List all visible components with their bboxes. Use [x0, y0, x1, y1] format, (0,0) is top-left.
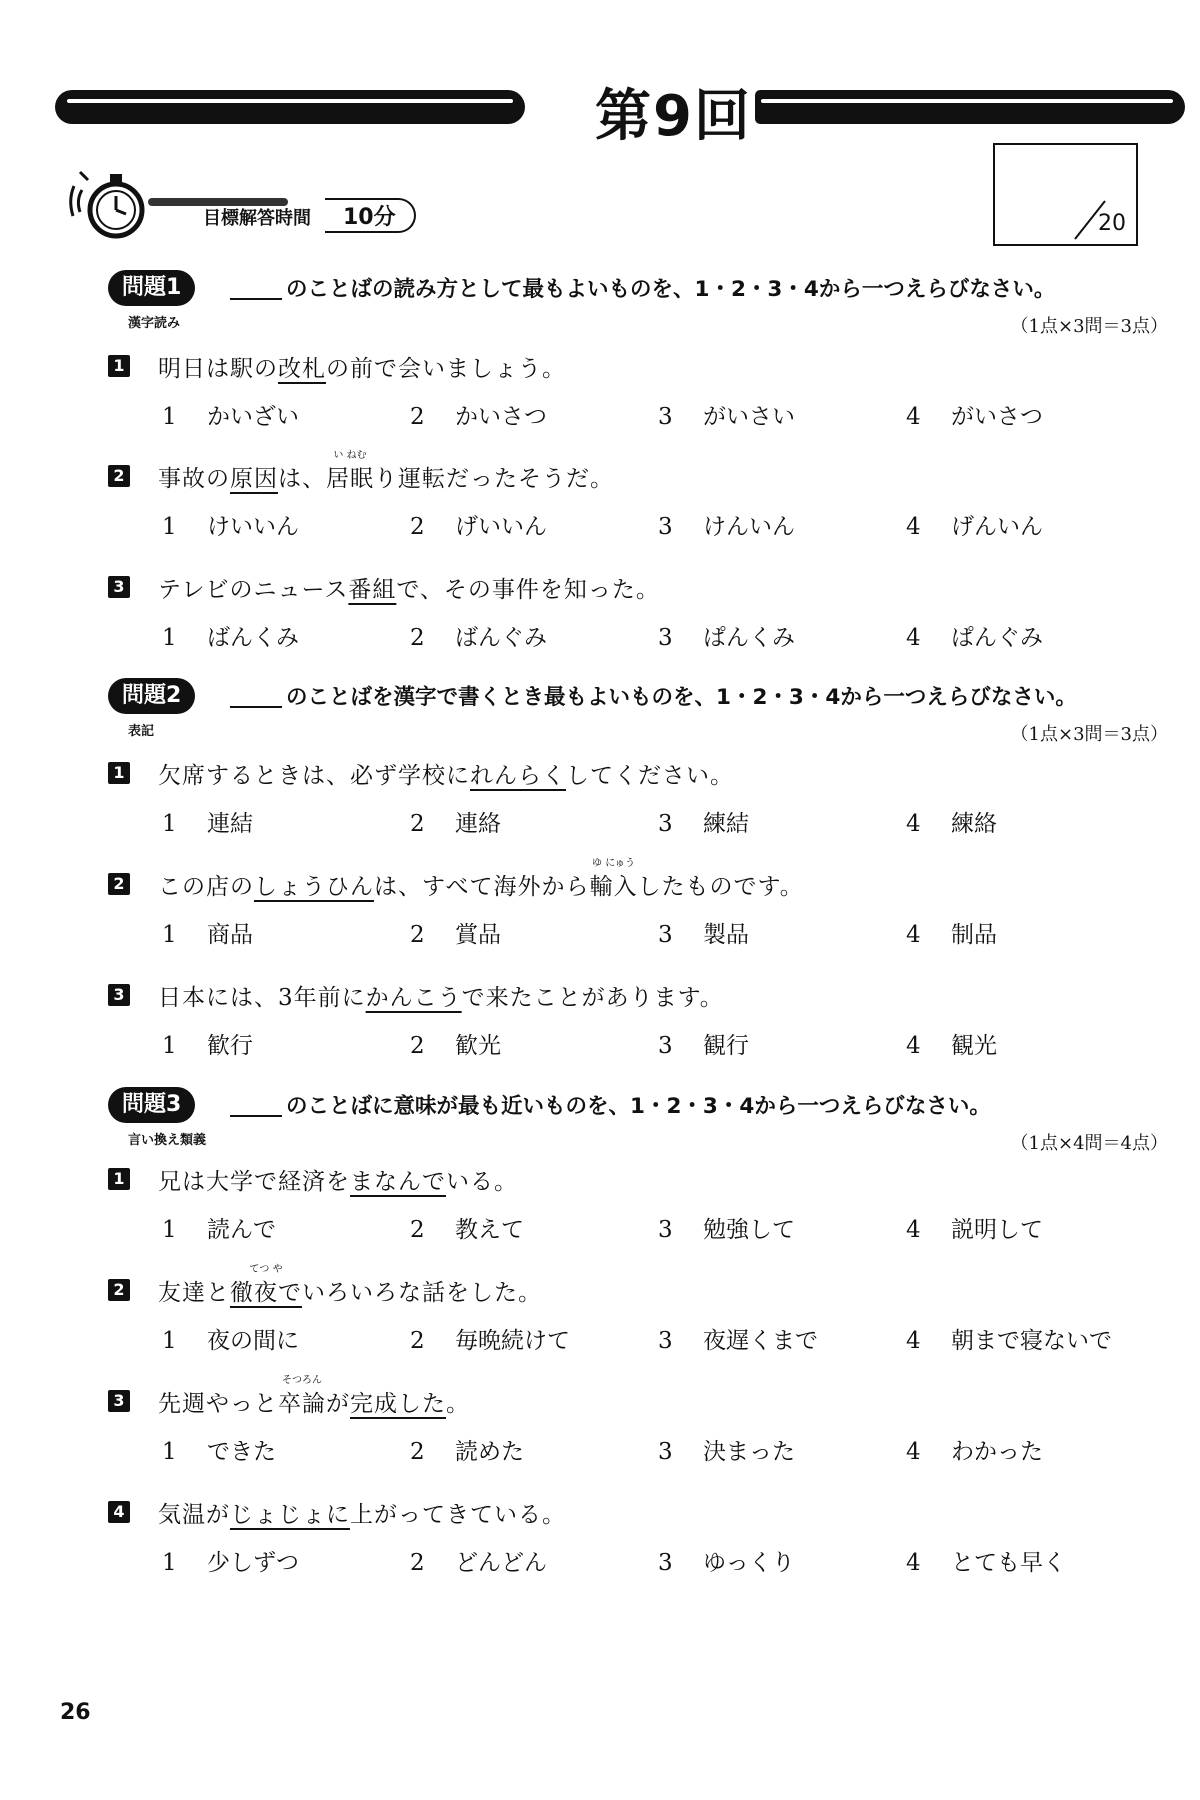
banner-bar-right: [755, 90, 1185, 124]
option-2[interactable]: 2 歓光: [410, 1033, 501, 1059]
question-number: 3: [108, 576, 130, 598]
furigana-word: ゆ にゅう 輸入: [590, 868, 638, 901]
option-1[interactable]: 1 少しずつ: [162, 1550, 299, 1576]
question-number: 1: [108, 1168, 130, 1190]
target-word: じょじょに: [230, 1502, 350, 1528]
problem-3-subtitle: 言い換え類義: [128, 1133, 207, 1148]
option-4[interactable]: 4 ぱんぐみ: [906, 625, 1043, 651]
option-1[interactable]: 1 読んで: [162, 1217, 276, 1243]
question-number: 2: [108, 873, 130, 895]
question-number: 4: [108, 1501, 130, 1523]
option-3[interactable]: 3 けんいん: [658, 514, 795, 540]
problem-2-instruction: のことばを漢字で書くとき最もよいものを、1・2・3・4から一つえらびなさい。: [286, 685, 1077, 710]
option-3[interactable]: 3 製品: [658, 922, 749, 948]
option-4[interactable]: 4 観光: [906, 1033, 997, 1059]
furigana: そつろん: [282, 1375, 322, 1386]
option-2[interactable]: 2 どんどん: [410, 1550, 547, 1576]
question-2-2: [108, 858, 1168, 968]
target-word: てつ や 徹夜で: [230, 1274, 302, 1307]
option-2[interactable]: 2 げいいん: [410, 514, 547, 540]
question-number: 1: [108, 355, 130, 377]
timer-value: 10分: [325, 198, 416, 233]
question-text: 気温がじょじょに上がってきている。: [158, 1502, 566, 1528]
question-number: 2: [108, 465, 130, 487]
problem-2-points: （1点×3問＝3点）: [1010, 724, 1168, 745]
option-3[interactable]: 3 決まった: [658, 1439, 795, 1465]
problem-1-badge: 問題1: [108, 270, 195, 306]
problem-3-header: [108, 1087, 1168, 1153]
option-3[interactable]: 3 ぱんくみ: [658, 625, 795, 651]
target-word: 改札: [278, 356, 326, 382]
option-2[interactable]: 2 ばんぐみ: [410, 625, 547, 651]
question-2-3: [108, 979, 1168, 1079]
banner-bar-left: [55, 90, 525, 124]
score-total: 20: [1098, 211, 1126, 236]
question-1-2: [108, 450, 1168, 560]
option-2[interactable]: 2 かいさつ: [410, 404, 547, 430]
option-3[interactable]: 3 がいさい: [658, 404, 795, 430]
option-3[interactable]: 3 勉強して: [658, 1217, 795, 1243]
option-2[interactable]: 2 毎晩続けて: [410, 1328, 570, 1354]
furigana-word: そつろん 卒論: [278, 1385, 326, 1418]
option-1[interactable]: 1 けいいん: [162, 514, 299, 540]
problem-1-subtitle: 漢字読み: [128, 316, 181, 331]
option-1[interactable]: 1 連結: [162, 811, 253, 837]
option-1[interactable]: 1 商品: [162, 922, 253, 948]
title-banner: [55, 72, 1185, 149]
option-1[interactable]: 1 できた: [162, 1439, 276, 1465]
option-3[interactable]: 3 ゆっくり: [658, 1550, 795, 1576]
question-text: 事故の原因は、 い ねむ 居眠り運転だったそうだ。: [158, 460, 614, 493]
question-3-4: [108, 1496, 1168, 1596]
furigana: い ねむ: [333, 450, 367, 461]
question-text: 先週やっと そつろん 卒論が完成した。: [158, 1385, 470, 1418]
option-3[interactable]: 3 練結: [658, 811, 749, 837]
blank-line: [230, 706, 282, 708]
problem-1-instruction: のことばの読み方として最もよいものを、1・2・3・4から一つえらびなさい。: [286, 277, 1056, 302]
target-word: 番組: [348, 577, 397, 603]
problem-3-points: （1点×4問＝4点）: [1010, 1133, 1168, 1154]
option-3[interactable]: 3 観行: [658, 1033, 749, 1059]
option-2[interactable]: 2 賞品: [410, 922, 501, 948]
question-3-2: [108, 1264, 1168, 1374]
question-number: 2: [108, 1279, 130, 1301]
target-word: れんらく: [470, 763, 566, 789]
option-2[interactable]: 2 連絡: [410, 811, 501, 837]
timer-label: 目標解答時間: [203, 208, 311, 229]
problem-2-badge: 問題2: [108, 678, 195, 714]
question-text: 日本には、3年前にかんこうで来たことがあります。: [158, 985, 724, 1011]
furigana-word: い ねむ 居眠: [326, 460, 374, 493]
problem-2-header: [108, 678, 1168, 744]
option-4[interactable]: 4 とても早く: [906, 1550, 1066, 1576]
problem-3-instruction: のことばに意味が最も近いものを、1・2・3・4から一つえらびなさい。: [286, 1094, 991, 1119]
option-4[interactable]: 4 説明して: [906, 1217, 1043, 1243]
option-4[interactable]: 4 がいさつ: [906, 404, 1043, 430]
question-1-3: [108, 571, 1168, 671]
question-text: 欠席するときは、必ず学校にれんらくしてください。: [158, 763, 734, 789]
problem-2-subtitle: 表記: [128, 724, 155, 739]
target-word: しょうひん: [254, 874, 374, 900]
question-text: テレビのニュース番組で、その事件を知った。: [158, 577, 660, 603]
question-3-1: [108, 1163, 1168, 1263]
question-1-1: [108, 350, 1168, 450]
problem-1-points: （1点×3問＝3点）: [1010, 316, 1168, 337]
target-word: 原因: [230, 466, 278, 492]
option-4[interactable]: 4 げんいん: [906, 514, 1043, 540]
question-text: この店のしょうひんは、すべて海外から ゆ にゅう 輸入したものです。: [158, 868, 804, 901]
option-1[interactable]: 1 ばんくみ: [162, 625, 299, 651]
page-number: 26: [60, 1700, 91, 1725]
target-word: 完成した: [350, 1391, 446, 1417]
target-word: かんこう: [365, 985, 462, 1011]
furigana: てつ や: [249, 1264, 283, 1275]
question-text: 友達と てつ や 徹夜でいろいろな話をした。: [158, 1274, 542, 1307]
blank-line: [230, 298, 282, 300]
question-number: 1: [108, 762, 130, 784]
question-3-3: [108, 1375, 1168, 1485]
option-4[interactable]: 4 朝まで寝ないで: [906, 1328, 1112, 1354]
stopwatch-icon: [68, 160, 152, 244]
target-word: まなんで: [350, 1169, 446, 1195]
question-number: 3: [108, 1390, 130, 1412]
question-text: 兄は大学で経済をまなんでいる。: [158, 1169, 518, 1195]
problem-1-header: [108, 270, 1168, 336]
furigana: ゆ にゅう: [592, 858, 636, 869]
option-4[interactable]: 4 制品: [906, 922, 997, 948]
question-number: 3: [108, 984, 130, 1006]
score-box: [993, 143, 1138, 246]
option-3[interactable]: 3 夜遅くまで: [658, 1328, 818, 1354]
page-title: 第9回: [595, 84, 752, 149]
option-1[interactable]: 1 歓行: [162, 1033, 253, 1059]
option-4[interactable]: 4 練絡: [906, 811, 997, 837]
blank-line: [230, 1115, 282, 1117]
question-text: 明日は駅の改札の前で会いましょう。: [158, 356, 566, 382]
option-2[interactable]: 2 教えて: [410, 1217, 524, 1243]
option-4[interactable]: 4 わかった: [906, 1439, 1043, 1465]
option-2[interactable]: 2 読めた: [410, 1439, 524, 1465]
option-1[interactable]: 1 かいざい: [162, 404, 299, 430]
problem-3-badge: 問題3: [108, 1087, 195, 1123]
option-1[interactable]: 1 夜の間に: [162, 1328, 299, 1354]
question-2-1: [108, 757, 1168, 857]
